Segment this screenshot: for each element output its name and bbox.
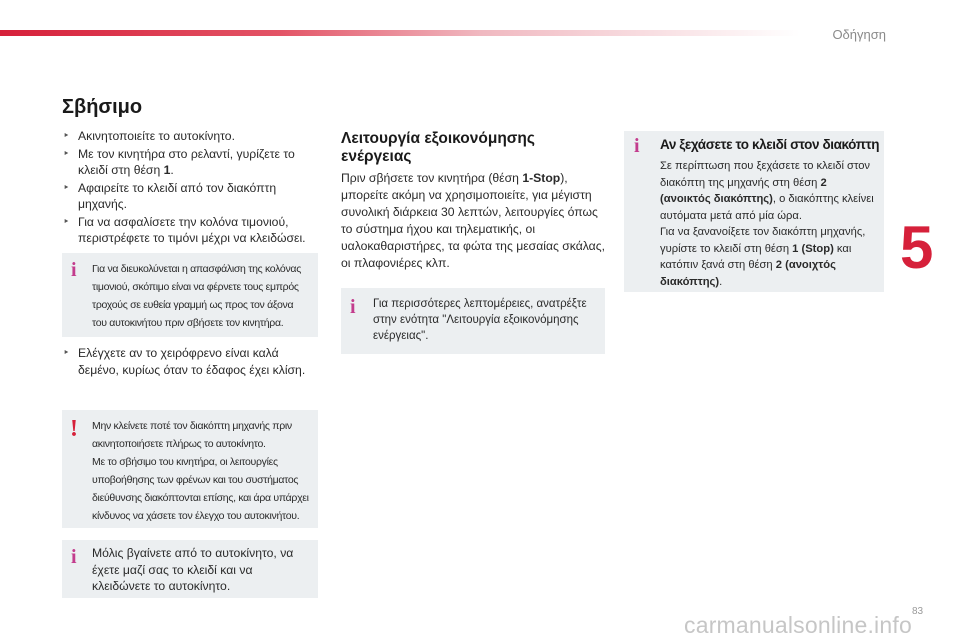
warning-text <box>92 417 312 525</box>
info-text-steering: Για να διευκολύνεται η απασφάλιση της κολόνας τιμονιού, σκόπιμο είναι να φέρνετε τους εμπρός τροχούς σε ευθεία γραμμή ως προς τον άξονα του αυτοκινήτου πριν σβήσετε τον κινητήρα. <box>92 263 301 329</box>
step-2: ‣ Με τον κινητήρα στο ρελαντί, γυρίζετε το κλειδί στη θέση 1. <box>62 146 322 179</box>
watermark: carmanualsonline.info <box>684 612 912 638</box>
step-1: ‣ Ακινητοποιείτε το αυτοκίνητο. <box>62 128 322 145</box>
info-box-key-left <box>624 131 884 292</box>
brake-step-list <box>62 345 322 379</box>
info-text-energy: Για περισσότερες λεπτομέρειες, ανατρέξτε στην ενότητα "Λειτουργία εξοικονόμησης ενέργειας". <box>373 298 587 342</box>
info-text-leave: Μόλις βγαίνετε από το αυτοκίνητο, να έχετε μαζί σας το κλειδί και να κλειδώνετε το αυτοκίνητο. <box>92 546 294 593</box>
info-icon: i <box>71 546 77 568</box>
step-4: ‣ Για να ασφαλίσετε την κολόνα τιμονιού, περιστρέφετε το τιμόνι μέχρι να κλειδώσει. <box>62 214 322 247</box>
step-brake: ‣ Ελέγχετε αν το χειρόφρενο είναι καλά δεμένο, κυρίως όταν το έδαφος έχει κλίση. <box>62 345 322 378</box>
info-icon: i <box>71 259 77 281</box>
warning-icon: ! <box>70 416 78 442</box>
key-left-heading: Αν ξεχάσετε το κλειδί στον διακόπτη <box>660 137 880 152</box>
energy-saving-paragraph: Πριν σβήσετε τον κινητήρα (θέση 1-Stop), μπορείτε ακόμη να χρησιμοποιείτε, για μέγιστη συνολική διάρκεια 30 λεπτών, λειτουργίες όπως το σύστημα ήχου και τηλεματικής, οι υαλοκαθαριστήρες, τα φώτα της μεσαίας σκάλας, οι πλαφονιέρες κλπ. <box>341 171 605 270</box>
step-3: ‣ Αφαιρείτε το κλειδί από τον διακόπτη μηχανής. <box>62 180 322 213</box>
chapter-number: 5 <box>900 214 934 281</box>
info-box-energy <box>341 288 605 354</box>
warning-line-2: Με το σβήσιμο του κινητήρα, οι λειτουργίες υποβοήθησης των φρένων και του συστήματος διεύθυνσης διακόπτονται επίσης, και άρα υπάρχει κίνδυνος να χάσετε τον έλεγχο του αυτοκινήτου. <box>92 456 309 522</box>
warning-box <box>62 410 318 528</box>
header-accent-line <box>0 30 800 36</box>
warning-line-1: Μην κλείνετε ποτέ τον διακόπτη μηχανής πριν ακινητοποιήσετε πλήρως το αυτοκίνητο. <box>92 420 292 450</box>
energy-saving-heading: Λειτουργία εξοικονόμησης ενέργειας <box>341 130 535 165</box>
info-icon: i <box>350 296 356 318</box>
stopping-heading: Σβήσιμο <box>62 96 143 118</box>
section-title: Οδήγηση <box>832 27 886 42</box>
top-bar <box>0 0 960 40</box>
page-number: 83 <box>912 606 924 617</box>
info-icon: i <box>634 135 640 157</box>
key-left-paragraph-1: Σε περίπτωση που ξεχάσετε το κλειδί στον διακόπτη της μηχανής στη θέση 2 (ανοικτός διακόπτης), ο διακόπτης κλείνει αυτόματα μετά από μία ώρα. <box>660 160 874 222</box>
key-left-paragraph-2: Για να ξανανοίξετε τον διακόπτη μηχανής, γυρίστε το κλειδί στη θέση 1 (Stop) και κατόπιν ξανά στη θέση 2 (ανοιχτός διακόπτης). <box>660 226 866 288</box>
info-box-steering <box>62 253 318 337</box>
stopping-steps <box>62 128 322 248</box>
key-left-text <box>660 158 878 290</box>
info-box-leave <box>62 540 318 598</box>
